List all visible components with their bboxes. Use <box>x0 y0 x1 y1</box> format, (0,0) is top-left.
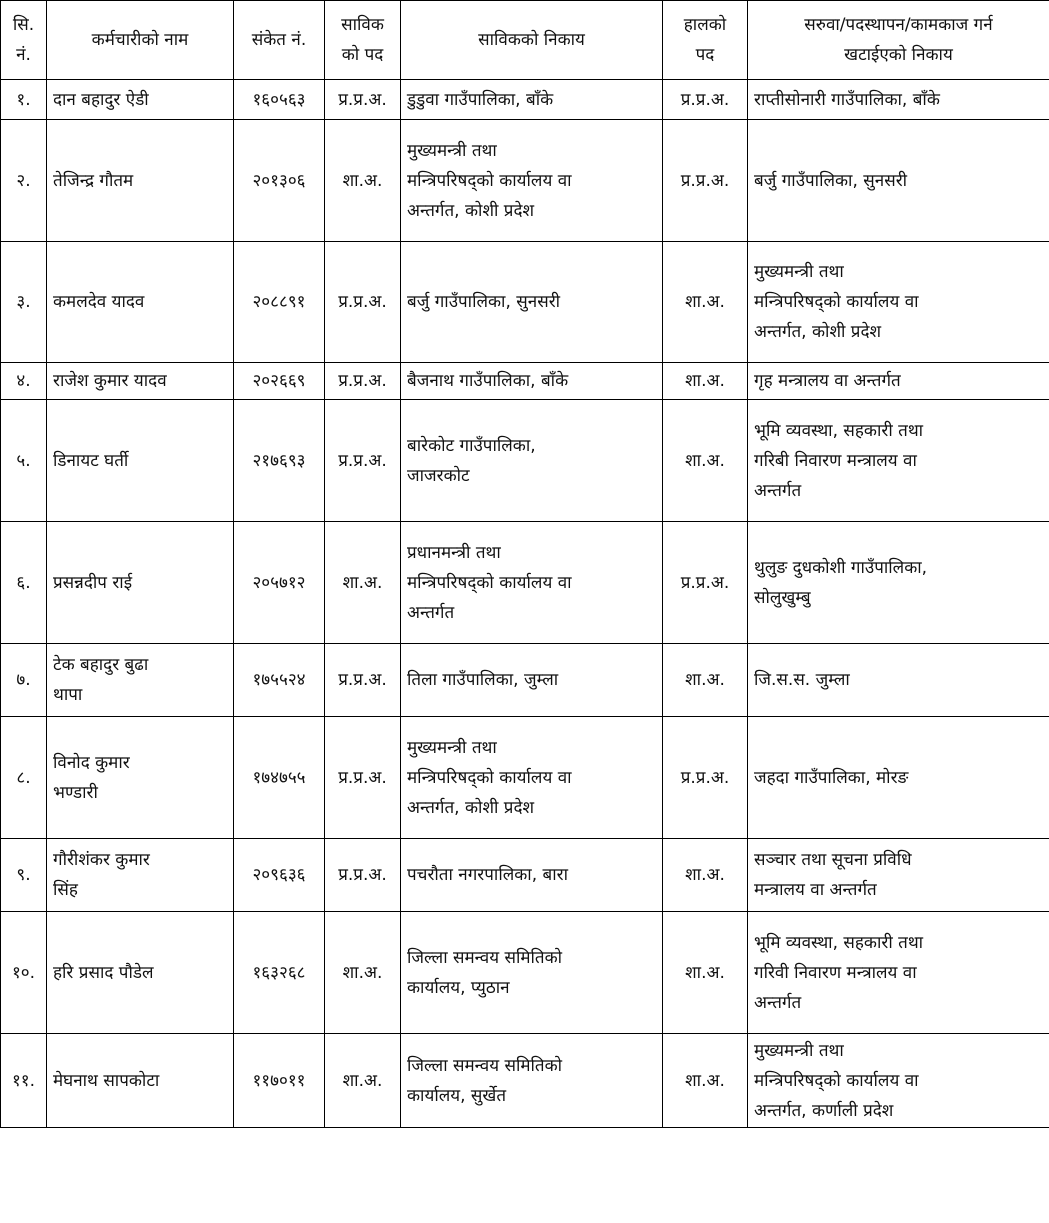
table-row <box>1 644 1049 717</box>
cell-line: प्रधानमन्त्री तथा <box>407 542 501 563</box>
cell-code <box>234 912 325 1034</box>
header-serial <box>1 1 47 80</box>
table-body <box>1 80 1049 1128</box>
header-line: खटाईएको निकाय <box>844 45 953 65</box>
cell-old-post <box>325 400 401 522</box>
cell-text: प्र.प्र.अ. <box>338 371 387 391</box>
cell-code <box>234 80 325 120</box>
cell-line: राप्तीसोनारी गाउँपालिका, बाँके <box>754 89 940 110</box>
cell-code <box>234 1034 325 1128</box>
cell-line: जिल्ला समन्वय समितिको <box>407 1055 563 1076</box>
cell-text: १६३२६८ <box>252 962 306 983</box>
cell-text: शा.अ. <box>685 865 725 885</box>
cell-line: मुख्यमन्त्री तथा <box>754 1040 844 1061</box>
cell-serial <box>1 912 47 1034</box>
cell-code <box>234 120 325 242</box>
cell-current-post <box>663 644 748 717</box>
cell-current-post <box>663 717 748 839</box>
cell-employee-name <box>47 400 234 522</box>
cell-line: कार्यालय, सुर्खेत <box>407 1085 507 1106</box>
cell-line: डुडुवा गाउँपालिका, बाँके <box>407 89 554 110</box>
cell-employee-name <box>47 363 234 400</box>
cell-line: अन्तर्गत, कोशी प्रदेश <box>407 200 535 221</box>
cell-line: अन्तर्गत, कर्णाली प्रदेश <box>754 1100 894 1121</box>
cell-line: मन्त्रिपरिषद्को कार्यालय वा <box>407 572 572 593</box>
cell-new-office <box>748 120 1049 242</box>
cell-text: २. <box>16 170 31 191</box>
cell-line: कार्यालय, प्युठान <box>407 977 510 998</box>
cell-current-post <box>663 363 748 400</box>
cell-line: मन्त्रिपरिषद्को कार्यालय वा <box>407 767 572 788</box>
cell-text: शा.अ. <box>685 670 725 690</box>
cell-line: मन्त्रिपरिषद्को कार्यालय वा <box>754 292 919 312</box>
cell-code <box>234 644 325 717</box>
cell-old-office <box>401 839 663 912</box>
cell-line: जाजरकोट <box>407 465 470 486</box>
cell-text: १७४७५५ <box>252 767 306 788</box>
cell-line: गरिवी निवारण मन्त्रालय वा <box>754 962 917 983</box>
table-row <box>1 717 1049 839</box>
cell-current-post <box>663 400 748 522</box>
cell-text: शा.अ. <box>342 572 383 593</box>
cell-new-office <box>748 400 1049 522</box>
header-line: नं. <box>16 45 31 65</box>
cell-text: ११७०११ <box>252 1070 306 1091</box>
cell-text: शा.अ. <box>342 962 383 983</box>
cell-new-office <box>748 644 1049 717</box>
cell-line: मुख्यमन्त्री तथा <box>754 262 844 282</box>
cell-line: गृह मन्त्रालय वा अन्तर्गत <box>754 371 901 391</box>
header-line: साविकको निकाय <box>478 30 585 50</box>
cell-line: डिनायट घर्ती <box>53 450 129 471</box>
table-row <box>1 363 1049 400</box>
cell-old-office <box>401 644 663 717</box>
cell-text: शा.अ. <box>342 170 383 191</box>
cell-line: भण्डारी <box>53 782 98 803</box>
cell-code <box>234 400 325 522</box>
cell-line: तिला गाउँपालिका, जुम्ला <box>407 670 559 690</box>
header-new-office <box>748 1 1049 80</box>
cell-line: गौरीशंकर कुमार <box>53 850 150 870</box>
cell-text: ६. <box>16 572 31 593</box>
cell-old-office <box>401 912 663 1034</box>
cell-line: अन्तर्गत <box>407 602 455 623</box>
cell-serial <box>1 1034 47 1128</box>
cell-text: प्र.प्र.अ. <box>338 450 387 471</box>
cell-old-post <box>325 839 401 912</box>
cell-line: मेघनाथ सापकोटा <box>53 1070 160 1091</box>
cell-text: प्र.प्र.अ. <box>338 292 387 312</box>
cell-old-office <box>401 717 663 839</box>
cell-new-office <box>748 80 1049 120</box>
header-line: साविक <box>341 15 384 35</box>
cell-new-office <box>748 363 1049 400</box>
cell-line: बारेकोट गाउँपालिका, <box>407 435 536 456</box>
cell-line: मन्त्रिपरिषद्को कार्यालय वा <box>407 170 572 191</box>
cell-line: अन्तर्गत <box>754 992 802 1013</box>
cell-line: बैजनाथ गाउँपालिका, बाँके <box>407 371 569 391</box>
cell-serial <box>1 400 47 522</box>
header-code <box>234 1 325 80</box>
cell-text: २०१३०६ <box>252 170 306 191</box>
header-row <box>1 1 1049 80</box>
cell-line: दान बहादुर ऐडी <box>53 89 149 110</box>
cell-current-post <box>663 912 748 1034</box>
cell-old-office <box>401 522 663 644</box>
cell-text: शा.अ. <box>342 1070 383 1091</box>
cell-text: प्र.प्र.अ. <box>680 170 730 191</box>
cell-text: ५. <box>16 450 31 471</box>
header-line: हालको <box>683 15 727 35</box>
cell-old-post <box>325 912 401 1034</box>
cell-text: २०८८९१ <box>252 292 306 312</box>
cell-serial <box>1 644 47 717</box>
table-row <box>1 242 1049 363</box>
cell-line: सोलुखुम्बु <box>754 587 811 608</box>
cell-employee-name <box>47 839 234 912</box>
cell-employee-name <box>47 242 234 363</box>
cell-employee-name <box>47 644 234 717</box>
cell-line: बर्जु गाउँपालिका, सुनसरी <box>407 292 561 312</box>
cell-employee-name <box>47 912 234 1034</box>
cell-old-office <box>401 242 663 363</box>
cell-serial <box>1 80 47 120</box>
cell-serial <box>1 522 47 644</box>
cell-text: १०. <box>11 962 36 983</box>
header-current-post <box>663 1 748 80</box>
cell-text: प्र.प्र.अ. <box>338 767 387 788</box>
cell-text: १७५५२४ <box>252 670 306 690</box>
cell-line: जहदा गाउँपालिका, मोरङ <box>754 767 909 788</box>
cell-old-office <box>401 120 663 242</box>
cell-new-office <box>748 1034 1049 1128</box>
cell-text: २१७६९३ <box>252 450 306 471</box>
cell-old-post <box>325 120 401 242</box>
cell-line: भूमि व्यवस्था, सहकारी तथा <box>754 420 924 441</box>
cell-old-office <box>401 80 663 120</box>
table-row <box>1 1034 1049 1128</box>
cell-code <box>234 242 325 363</box>
header-line: सि. <box>12 15 35 35</box>
cell-current-post <box>663 1034 748 1128</box>
cell-text: शा.अ. <box>685 962 725 983</box>
cell-text: ७. <box>16 670 31 690</box>
cell-line: मन्त्रिपरिषद्को कार्यालय वा <box>754 1070 919 1091</box>
cell-text: शा.अ. <box>685 450 725 471</box>
header-line: संकेत नं. <box>251 30 307 50</box>
cell-code <box>234 839 325 912</box>
cell-text: शा.अ. <box>685 1070 725 1091</box>
cell-current-post <box>663 522 748 644</box>
table-row <box>1 912 1049 1034</box>
cell-line: जि.स.स. जुम्ला <box>754 670 850 690</box>
cell-old-office <box>401 400 663 522</box>
cell-text: प्र.प्र.अ. <box>680 572 730 593</box>
cell-line: हरि प्रसाद पौडेल <box>53 962 154 983</box>
cell-employee-name <box>47 120 234 242</box>
cell-line: विनोद कुमार <box>53 752 130 773</box>
cell-line: अन्तर्गत <box>754 480 802 501</box>
cell-code <box>234 717 325 839</box>
cell-line: सञ्चार तथा सूचना प्रविधि <box>754 850 912 870</box>
cell-line: अन्तर्गत, कोशी प्रदेश <box>407 797 535 818</box>
cell-serial <box>1 363 47 400</box>
header-line: सरुवा/पदस्थापन/कामकाज गर्न <box>804 15 993 35</box>
cell-text: प्र.प्र.अ. <box>680 89 730 110</box>
cell-line: कमलदेव यादव <box>53 292 145 312</box>
cell-employee-name <box>47 1034 234 1128</box>
cell-employee-name <box>47 80 234 120</box>
cell-line: पचरौता नगरपालिका, बारा <box>407 865 568 885</box>
cell-serial <box>1 242 47 363</box>
cell-text: शा.अ. <box>685 371 725 391</box>
header-old-post <box>325 1 401 80</box>
cell-text: प्र.प्र.अ. <box>680 767 730 788</box>
cell-line: जिल्ला समन्वय समितिको <box>407 947 563 968</box>
cell-old-post <box>325 717 401 839</box>
table-row <box>1 522 1049 644</box>
cell-old-post <box>325 1034 401 1128</box>
cell-text: १. <box>16 89 31 110</box>
cell-new-office <box>748 717 1049 839</box>
cell-old-post <box>325 80 401 120</box>
table-row <box>1 120 1049 242</box>
cell-line: राजेश कुमार यादव <box>53 371 167 391</box>
cell-line: बर्जु गाउँपालिका, सुनसरी <box>754 170 908 191</box>
table-row <box>1 400 1049 522</box>
header-employee-name <box>47 1 234 80</box>
cell-new-office <box>748 242 1049 363</box>
cell-line: गरिबी निवारण मन्त्रालय वा <box>754 450 917 471</box>
cell-new-office <box>748 522 1049 644</box>
cell-line: भूमि व्यवस्था, सहकारी तथा <box>754 932 924 953</box>
cell-employee-name <box>47 522 234 644</box>
cell-line: सिंह <box>53 880 78 900</box>
cell-code <box>234 522 325 644</box>
cell-new-office <box>748 839 1049 912</box>
cell-line: मुख्यमन्त्री तथा <box>407 737 497 758</box>
header-old-office <box>401 1 663 80</box>
cell-line: मन्त्रालय वा अन्तर्गत <box>754 880 877 900</box>
cell-text: प्र.प्र.अ. <box>338 89 387 110</box>
cell-text: ९. <box>16 865 31 885</box>
cell-line: अन्तर्गत, कोशी प्रदेश <box>754 322 882 342</box>
cell-line: टेक बहादुर बुढा <box>53 655 149 675</box>
cell-old-office <box>401 1034 663 1128</box>
cell-serial <box>1 839 47 912</box>
cell-text: ४. <box>16 371 31 391</box>
cell-line: प्रसन्नदीप राई <box>53 572 133 593</box>
cell-text: प्र.प्र.अ. <box>338 670 387 690</box>
header-line: पद <box>695 45 715 65</box>
cell-code <box>234 363 325 400</box>
cell-text: ११. <box>11 1070 36 1091</box>
cell-current-post <box>663 839 748 912</box>
cell-text: ८. <box>16 767 31 788</box>
cell-text: १६०५६३ <box>252 89 306 110</box>
cell-line: तेजिन्द्र गौतम <box>53 170 134 191</box>
header-line: को पद <box>341 45 384 65</box>
cell-current-post <box>663 120 748 242</box>
cell-text: २०९६३६ <box>252 865 306 885</box>
cell-current-post <box>663 242 748 363</box>
cell-old-post <box>325 363 401 400</box>
cell-text: शा.अ. <box>685 292 725 312</box>
cell-old-office <box>401 363 663 400</box>
cell-text: प्र.प्र.अ. <box>338 865 387 885</box>
cell-text: ३. <box>16 292 31 312</box>
cell-new-office <box>748 912 1049 1034</box>
cell-employee-name <box>47 717 234 839</box>
cell-old-post <box>325 242 401 363</box>
cell-current-post <box>663 80 748 120</box>
header-line: कर्मचारीको नाम <box>91 30 189 50</box>
cell-text: २०५७१२ <box>252 572 306 593</box>
cell-old-post <box>325 644 401 717</box>
cell-line: थुलुङ दुधकोशी गाउँपालिका, <box>754 557 928 578</box>
cell-line: थापा <box>53 685 83 705</box>
table-row <box>1 80 1049 120</box>
cell-line: मुख्यमन्त्री तथा <box>407 140 497 161</box>
table-row <box>1 839 1049 912</box>
cell-old-post <box>325 522 401 644</box>
cell-serial <box>1 120 47 242</box>
cell-serial <box>1 717 47 839</box>
cell-text: २०२६६९ <box>252 371 306 391</box>
